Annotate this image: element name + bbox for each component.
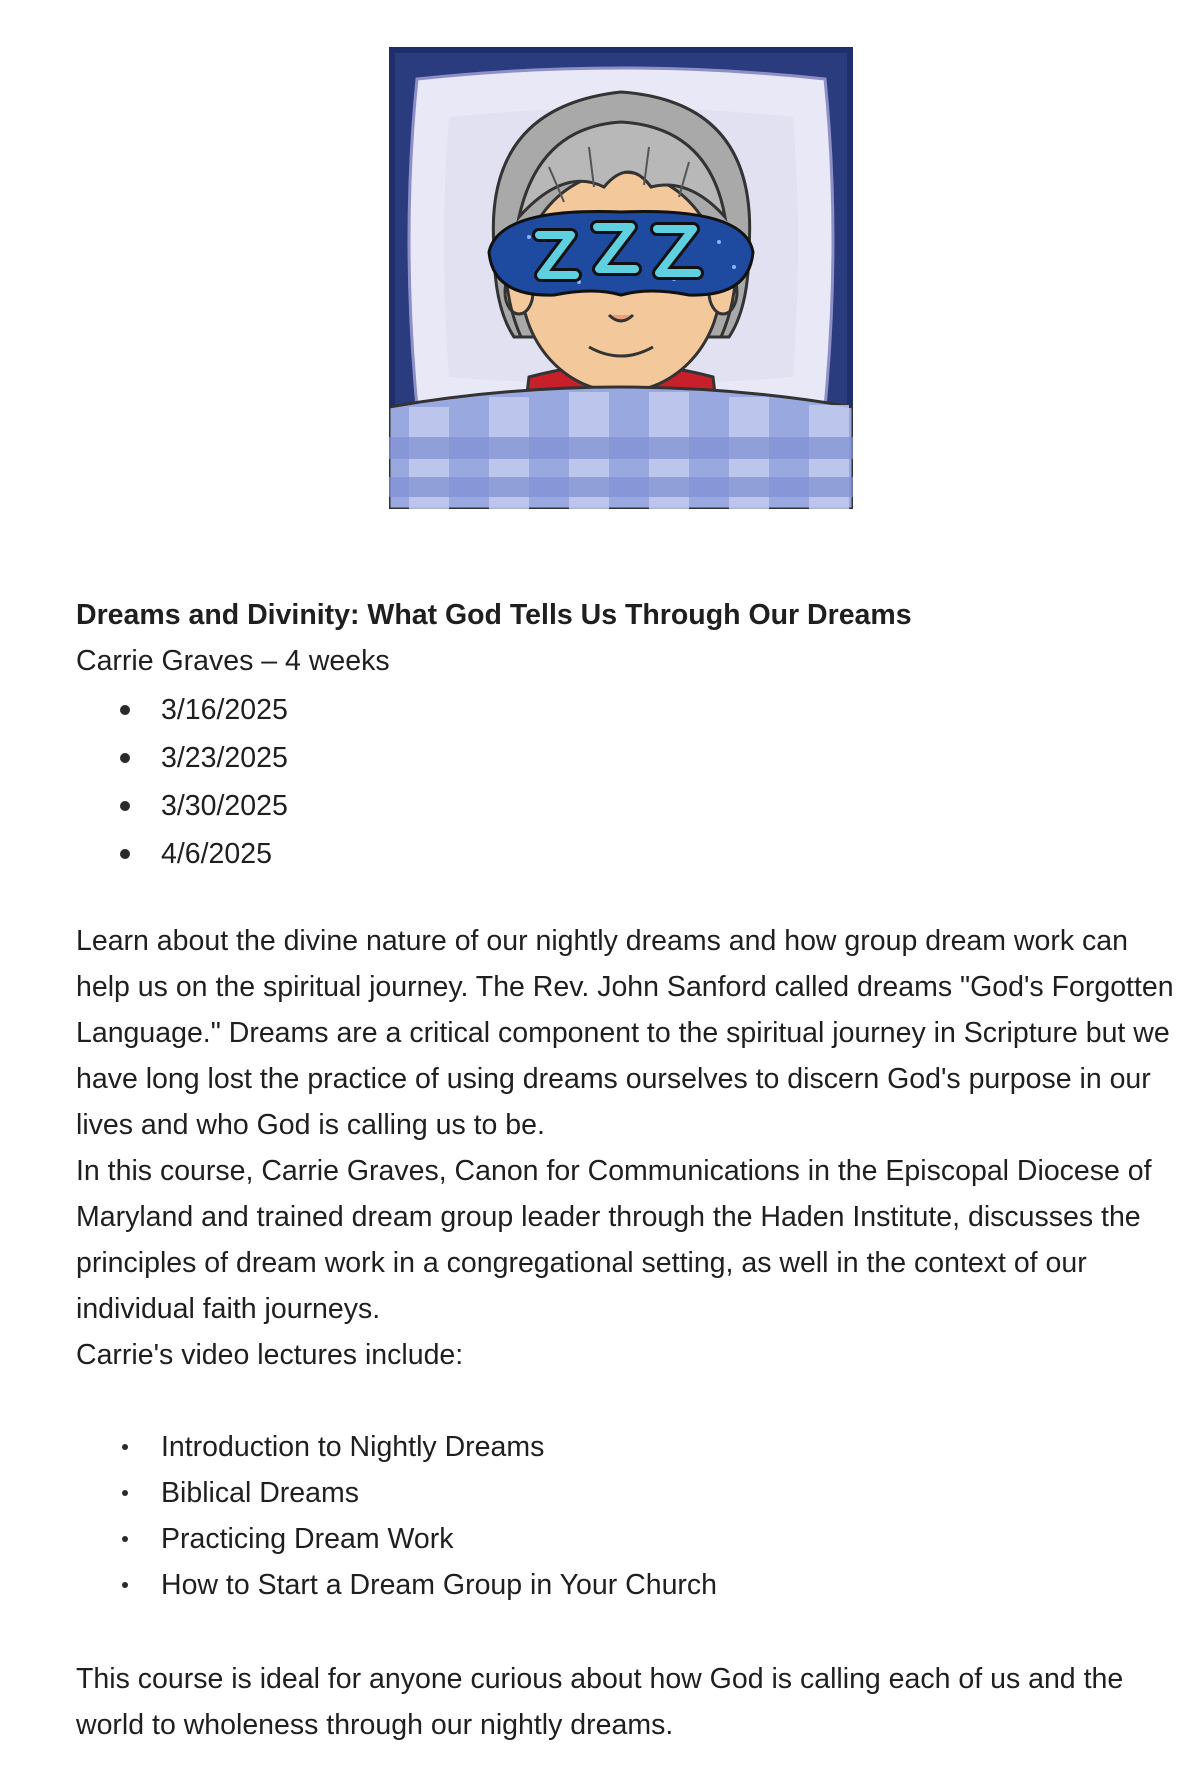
session-date: 3/30/2025 [76, 782, 1176, 830]
course-description [76, 592, 1176, 1748]
sleeping-person-illustration [389, 47, 853, 509]
description-block [76, 918, 1176, 1378]
lecture-item: Introduction to Nightly Dreams [76, 1424, 1176, 1470]
course-title: Dreams and Divinity: What God Tells Us Through Our Dreams [76, 599, 912, 631]
instructor-line: Carrie Graves – 4 weeks [76, 645, 390, 677]
lectures-intro: Carrie's video lectures include: [76, 1339, 464, 1371]
session-date: 3/16/2025 [76, 686, 1176, 734]
lecture-item: How to Start a Dream Group in Your Church [76, 1562, 1176, 1608]
session-date: 3/23/2025 [76, 734, 1176, 782]
session-dates-list [76, 686, 1176, 878]
lecture-item: Practicing Dream Work [76, 1516, 1176, 1562]
closing-paragraph: This course is ideal for anyone curious about how God is calling each of us and the world to wholeness through our nightly dreams. [76, 1663, 1124, 1741]
lectures-list [76, 1424, 1176, 1608]
session-date: 4/6/2025 [76, 830, 1176, 878]
sleep-mask-icon [389, 47, 853, 509]
description-paragraph-2: In this course, Carrie Graves, Canon for Communications in the Episcopal Diocese of Maryland and trained dream group leader through the Haden Institute, discusses the principles of dream work in a congregational setting, as well in the context of our individual faith journeys. [76, 1155, 1152, 1325]
description-paragraph-1: Learn about the divine nature of our nightly dreams and how group dream work can help us on the spiritual journey. The Rev. John Sanford called dreams "God's Forgotten Language." Dreams are a critical component to the spiritual journey in Scripture but we have long lost the practice of using dreams ourselves to discern God's purpose in our lives and who God is calling us to be. [76, 925, 1174, 1141]
lecture-item: Biblical Dreams [76, 1470, 1176, 1516]
